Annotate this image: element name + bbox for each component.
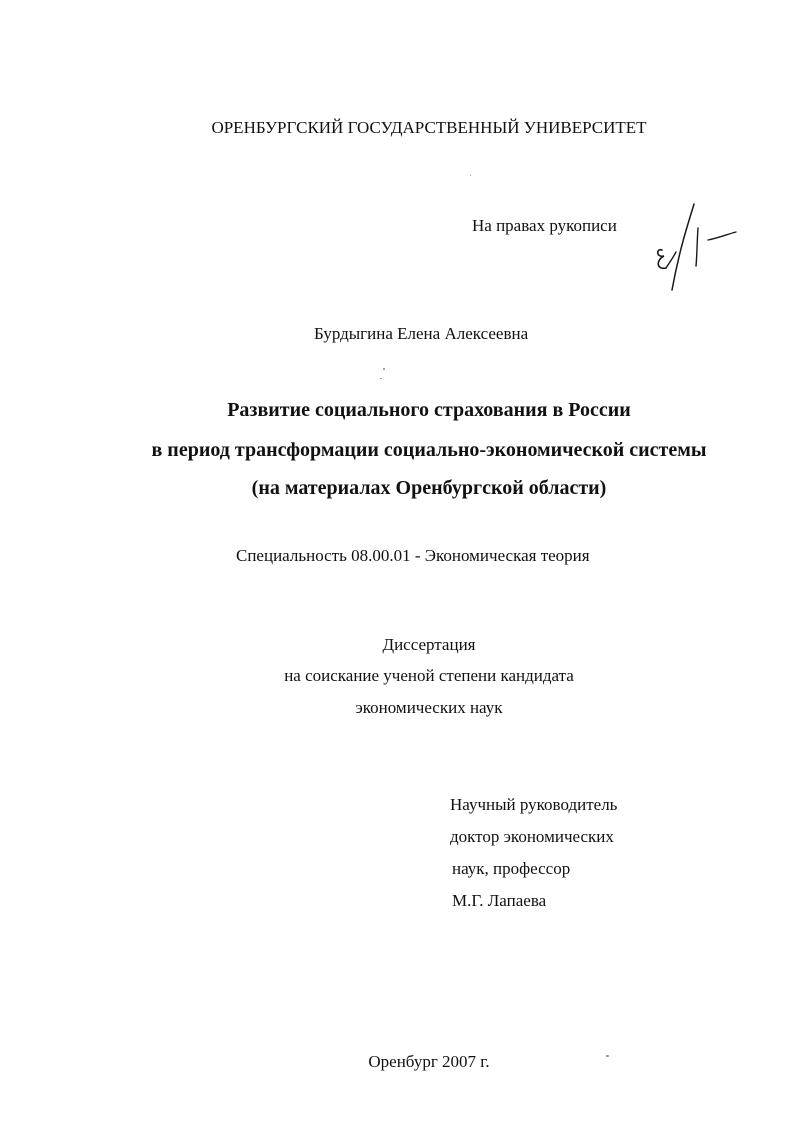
scan-speck bbox=[470, 175, 471, 176]
degree-line: на соискание ученой степени кандидата bbox=[284, 666, 574, 685]
author-name: Бурдыгина Елена Алексеевна bbox=[314, 324, 529, 343]
thesis-title-line-3: (на материалах Оренбургской области) bbox=[251, 477, 607, 499]
scan-speck bbox=[383, 368, 385, 370]
city-year: Оренбург 2007 г. bbox=[368, 1052, 490, 1071]
thesis-title-line-2: в период трансформации социально-экономической системы bbox=[151, 439, 707, 461]
university-name: ОРЕНБУРГСКИЙ ГОСУДАРСТВЕННЫЙ УНИВЕРСИТЕТ bbox=[211, 118, 647, 137]
supervisor-name: М.Г. Лапаева bbox=[452, 891, 547, 910]
manuscript-rights-note: На правах рукописи bbox=[472, 216, 617, 235]
handwritten-signature bbox=[650, 198, 745, 298]
supervisor-label: Научный руководитель bbox=[450, 795, 618, 814]
supervisor-title: наук, профессор bbox=[452, 859, 571, 878]
scan-speck bbox=[380, 378, 382, 379]
scan-speck bbox=[606, 1055, 609, 1057]
field-line: экономических наук bbox=[355, 698, 503, 717]
supervisor-degree: доктор экономических bbox=[450, 827, 614, 846]
dissertation-label: Диссертация bbox=[382, 635, 476, 654]
specialty: Специальность 08.00.01 - Экономическая теория bbox=[236, 546, 590, 565]
thesis-title-line-1: Развитие социального страхования в России bbox=[227, 399, 631, 421]
